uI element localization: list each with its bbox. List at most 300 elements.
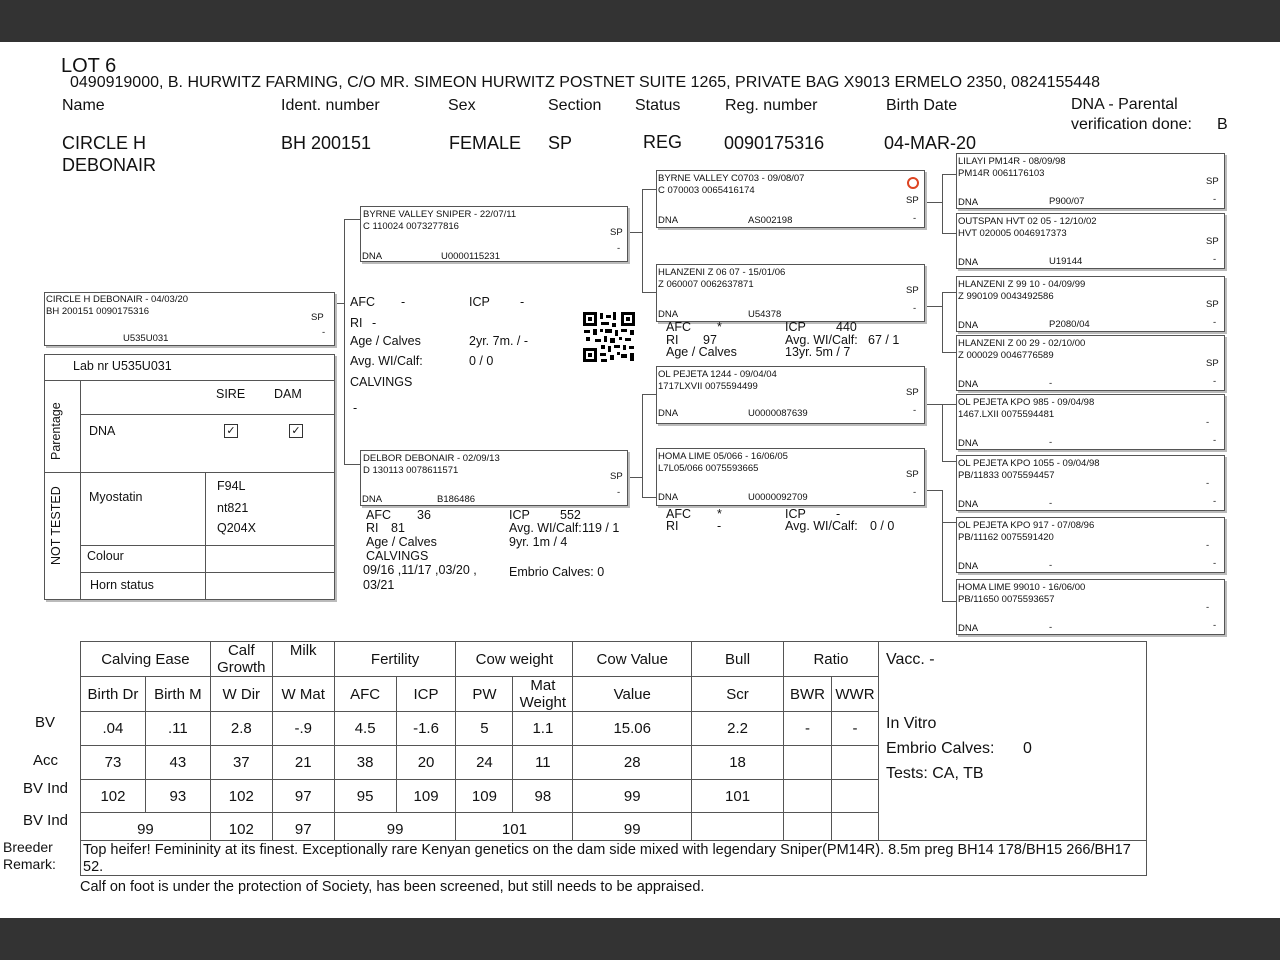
self-icp-label: ICP (469, 295, 490, 309)
gp-id: L7L05/066 0075593665 (658, 463, 759, 474)
lot-document (0, 42, 1280, 918)
grandparent-box (656, 448, 925, 506)
ggp-dna-label: DNA (958, 561, 979, 572)
gd1-afc-label: AFC (666, 320, 691, 334)
animal-name-line1: CIRCLE H (62, 133, 147, 153)
ggp-dna-label: DNA (958, 320, 979, 331)
gd2-afc-value: * (717, 507, 722, 521)
self-sp: SP (311, 312, 324, 323)
sub-header: BWR (783, 677, 831, 712)
self-ri-value: - (372, 316, 377, 330)
self-dash: - (322, 327, 326, 338)
ggp-dash: - (1213, 254, 1217, 265)
gd2-icp-value: - (836, 507, 841, 521)
connector (942, 352, 956, 353)
gp-title: HOMA LIME 05/066 - 16/06/05 (658, 451, 788, 462)
dam-icp-value: 552 (560, 508, 581, 522)
gp-sp: SP (906, 285, 919, 296)
row-label: BV (35, 714, 56, 731)
dam-box (360, 450, 628, 506)
self-code: U535U031 (123, 333, 169, 344)
dam-ri-value: 81 (391, 521, 405, 535)
gd1-ri-label: RI (666, 333, 679, 347)
gd1-icp-value: 440 (836, 320, 857, 334)
gp-sp: SP (906, 469, 919, 480)
group-header: Ratio (783, 642, 878, 677)
divider (45, 472, 334, 473)
group-header: Cow weight (456, 642, 573, 677)
ggp-id: PB/11650 0075593657 (958, 594, 1055, 605)
great-grandparent-box (956, 579, 1225, 635)
divider (80, 380, 81, 600)
connector (344, 219, 345, 465)
ggp-dna-label: DNA (958, 379, 979, 390)
ggp-title: OUTSPAN HVT 02 05 - 12/10/02 (958, 216, 1097, 227)
gd1-ri-value: 97 (703, 333, 717, 347)
connector (942, 292, 943, 353)
myostatin-value: F94L (217, 479, 246, 493)
bottom-dark-bar (0, 918, 1280, 960)
ggp-dna-label: DNA (958, 499, 979, 510)
acc-cell: 20 (396, 746, 456, 780)
dna-verif-label-2: verification done: (1071, 116, 1192, 133)
ggp-id: Z 000029 0046776589 (958, 350, 1054, 361)
bv-index-group-cell: 99 (81, 813, 211, 846)
acc-cell: 18 (692, 746, 784, 780)
ggp-dna-label: DNA (958, 623, 979, 634)
footer-note: Calf on foot is under the protection of Society, has been screened, but still needs to be appraised. (80, 879, 705, 895)
dam-calvings-label: CALVINGS (366, 549, 429, 563)
grandparent-box (656, 366, 925, 424)
bv-index-cell: 98 (513, 780, 573, 813)
vaccination-box (878, 641, 1147, 841)
gd2-afc-label: AFC (666, 507, 691, 521)
dam-afc-value: 36 (417, 508, 431, 522)
gd1-age-label: Age / Calves (666, 345, 737, 359)
status-label: Status (635, 97, 681, 114)
dam-icp-label: ICP (509, 508, 530, 522)
connector (942, 174, 943, 234)
group-header: Calving Ease (81, 642, 211, 677)
dam-calvings-value: 09/16 ,11/17 ,03/20 , (363, 563, 477, 577)
bv-cell: 5 (456, 712, 513, 746)
sub-header: WWR (831, 677, 878, 712)
dam-dash: - (617, 487, 621, 498)
grandparent-box (656, 170, 925, 228)
gp-sp: SP (906, 387, 919, 398)
gd1-avg-value: 67 / 1 (868, 333, 900, 347)
gp-id: C 070003 0065416174 (658, 185, 755, 196)
animal-reg: 0090175316 (724, 133, 825, 153)
ggp-sp: - (1206, 478, 1210, 489)
gd2-avg-value: 0 / 0 (870, 519, 895, 533)
gd2-ri-value: - (717, 519, 722, 533)
connector (925, 306, 943, 307)
gd2-icp-label: ICP (785, 507, 806, 521)
gd1-avg-label: Avg. WI/Calf: (785, 333, 858, 347)
qr-code (583, 312, 635, 362)
great-grandparent-box (956, 276, 1225, 332)
dam-age-label: Age / Calves (366, 535, 437, 549)
dam-title: DELBOR DEBONAIR - 02/09/13 (363, 453, 500, 464)
bv-cell: -.9 (272, 712, 334, 746)
dna-verif-value: B (1217, 116, 1228, 133)
great-grandparent-box (956, 213, 1225, 269)
ggp-dash: - (1213, 435, 1217, 446)
ggp-sp: SP (1206, 236, 1219, 247)
dam-column-label: DAM (274, 387, 302, 401)
gd2-ri-label: RI (666, 519, 679, 533)
great-grandparent-box (956, 335, 1225, 391)
ggp-dash: - (1213, 496, 1217, 507)
ggp-dna-label: DNA (958, 438, 979, 449)
ggp-sp: SP (1206, 176, 1219, 187)
ggp-dash: - (1213, 376, 1217, 387)
ggp-sp: SP (1206, 358, 1219, 369)
acc-cell: 43 (145, 746, 210, 780)
ggp-dna: - (1049, 560, 1053, 571)
embrio-value: 0 (1023, 740, 1032, 757)
row-label: BV Ind (23, 780, 69, 797)
sub-header: W Mat (272, 677, 334, 712)
ggp-sp: - (1206, 540, 1210, 551)
ggp-id: PB/11833 0075594457 (958, 470, 1055, 481)
self-avg-value: 0 / 0 (469, 354, 494, 368)
gp-title: HLANZENI Z 06 07 - 15/01/06 (658, 267, 786, 278)
group-header: Milk (272, 642, 334, 677)
group-header: Calf Growth (210, 642, 272, 677)
self-age-value: 2yr. 7m. / - (469, 334, 529, 348)
great-grandparent-box (956, 394, 1225, 450)
ggp-dna: - (1049, 498, 1053, 509)
self-ri-label: RI (350, 316, 363, 330)
sire-column-label: SIRE (216, 387, 246, 401)
animal-ident: BH 200151 (281, 133, 372, 153)
acc-cell: 21 (272, 746, 334, 780)
self-calvings-value: - (353, 401, 358, 415)
ggp-dash: - (1213, 317, 1217, 328)
gp-dna-label: DNA (658, 215, 679, 226)
connector (642, 394, 643, 498)
ggp-title: OL PEJETA KPO 985 - 09/04/98 (958, 397, 1095, 408)
bv-index-group-cell: 102 (210, 813, 272, 846)
gp-title: BYRNE VALLEY C0703 - 09/08/07 (658, 173, 805, 184)
dam-afc-label: AFC (366, 508, 391, 522)
acc-cell: 73 (81, 746, 146, 780)
ggp-dash: - (1213, 194, 1217, 205)
bv-cell: 2.8 (210, 712, 272, 746)
parentage-label: Parentage (49, 402, 63, 460)
gp-id: Z 060007 0062637871 (658, 279, 754, 290)
ggp-title: HLANZENI Z 00 29 - 02/10/00 (958, 338, 1086, 349)
bv-index-cell: 99 (573, 780, 692, 813)
sire-dna-checkbox: ✓ (224, 424, 238, 438)
ggp-title: OL PEJETA KPO 1055 - 09/04/98 (958, 458, 1100, 469)
not-tested-label: NOT TESTED (49, 486, 63, 565)
gd1-icp-label: ICP (785, 320, 806, 334)
connector (942, 461, 956, 462)
ggp-dna: - (1049, 437, 1053, 448)
myostatin-label: Myostatin (89, 490, 143, 504)
connector (942, 174, 956, 175)
connector (344, 219, 360, 220)
gp-dna: U0000092709 (748, 492, 808, 503)
dna-row-label: DNA (89, 424, 116, 438)
gp-dna-label: DNA (658, 309, 679, 320)
sire-dash: - (617, 243, 621, 254)
connector (642, 497, 656, 498)
dam-dna-label: DNA (362, 494, 383, 505)
row-label: BV Ind (23, 812, 69, 829)
ggp-dna: - (1049, 622, 1053, 633)
gp-dash: - (913, 213, 917, 224)
bv-cell: 2.2 (692, 712, 784, 746)
acc-cell: 11 (513, 746, 573, 780)
connector (925, 404, 943, 405)
connector (942, 601, 956, 602)
self-afc-label: AFC (350, 295, 375, 309)
ggp-dna: P900/07 (1049, 196, 1085, 207)
dam-ri-label: RI (366, 521, 379, 535)
sire-sp: SP (610, 227, 623, 238)
acc-cell: 38 (334, 746, 396, 780)
connector (344, 464, 360, 465)
bv-index-cell (831, 780, 878, 813)
dam-dna: B186486 (437, 494, 476, 505)
bv-index-group-cell: 101 (456, 813, 573, 846)
connector (925, 490, 943, 491)
connector (642, 189, 643, 293)
ggp-title: OL PEJETA KPO 917 - 07/08/96 (958, 520, 1095, 531)
remark-label: Breeder (3, 839, 53, 855)
bv-index-cell: 109 (456, 780, 513, 813)
gp-dash: - (913, 405, 917, 416)
bv-cell: - (831, 712, 878, 746)
ident-label: Ident. number (281, 97, 380, 114)
divider (45, 380, 334, 381)
animal-section: SP (548, 133, 573, 153)
grandparent-box (656, 264, 925, 322)
sire-title: BYRNE VALLEY SNIPER - 22/07/11 (363, 209, 517, 220)
gp-title: OL PEJETA 1244 - 09/04/04 (658, 369, 777, 380)
gd2-avg-label: Avg. WI/Calf: (785, 519, 858, 533)
bv-index-cell: 109 (396, 780, 456, 813)
dam-sp: SP (610, 471, 623, 482)
acc-cell: 37 (210, 746, 272, 780)
bv-cell: - (783, 712, 831, 746)
horn-status-label: Horn status (90, 578, 154, 592)
ggp-title: HLANZENI Z 99 10 - 04/09/99 (958, 279, 1086, 290)
bv-index-cell: 102 (210, 780, 272, 813)
reg-label: Reg. number (725, 97, 818, 114)
ggp-dash: - (1213, 558, 1217, 569)
animal-sex: FEMALE (449, 133, 522, 153)
dam-avg-label: Avg. WI/Calf: (509, 521, 582, 535)
logo-icon (907, 177, 919, 189)
ggp-sp: - (1206, 602, 1210, 613)
animal-name-line2: DEBONAIR (62, 155, 157, 175)
dna-verif-label-1: DNA - Parental (1071, 96, 1178, 113)
connector (628, 232, 643, 233)
bv-index-cell: 101 (692, 780, 784, 813)
gp-dna: U54378 (748, 309, 782, 320)
ggp-dash: - (1213, 620, 1217, 631)
self-pedigree-box (44, 292, 335, 346)
bv-index-cell: 93 (145, 780, 210, 813)
divider (80, 572, 334, 573)
remark-box (80, 840, 1147, 876)
sub-header: Birth Dr (81, 677, 146, 712)
dam-embrio-calves: Embrio Calves: 0 (509, 565, 605, 579)
ggp-id: PB/11162 0075591420 (958, 532, 1054, 543)
lab-box (44, 354, 335, 600)
bv-cell: 1.1 (513, 712, 573, 746)
connector (642, 394, 656, 395)
self-id: BH 200151 0090175316 (46, 306, 150, 317)
gd1-age-value: 13yr. 5m / 7 (785, 345, 851, 359)
sub-header: W Dir (210, 677, 272, 712)
gp-dash: - (913, 303, 917, 314)
bv-index-group-cell: 97 (272, 813, 334, 846)
gp-dna: U0000087639 (748, 408, 808, 419)
sex-label: Sex (448, 97, 476, 114)
ggp-dna: U19144 (1049, 256, 1083, 267)
acc-cell: 28 (573, 746, 692, 780)
ggp-dna: - (1049, 378, 1053, 389)
sub-header: Mat Weight (513, 677, 573, 712)
connector (942, 490, 943, 602)
connector (942, 404, 956, 405)
ggp-id: 1467.LXII 0075594481 (958, 409, 1055, 420)
bv-index-cell: 97 (272, 780, 334, 813)
sub-header: PW (456, 677, 513, 712)
acc-cell (831, 746, 878, 780)
bv-cell: .04 (81, 712, 146, 746)
colour-label: Colour (87, 549, 124, 563)
animal-status: REG (643, 132, 683, 152)
dam-age-value: 9yr. 1m / 4 (509, 535, 568, 549)
ggp-dna-label: DNA (958, 197, 979, 208)
gp-dna-label: DNA (658, 408, 679, 419)
dam-calvings-value: 03/21 (363, 578, 395, 592)
connector (642, 189, 656, 190)
connector (925, 202, 943, 203)
divider (205, 472, 206, 600)
ggp-title: HOMA LIME 99010 - 16/06/00 (958, 582, 1086, 593)
connector (628, 477, 643, 478)
animal-birth: 04-MAR-20 (884, 133, 977, 153)
ggp-id: HVT 020005 0046917373 (958, 228, 1067, 239)
dam-dna-checkbox: ✓ (289, 424, 303, 438)
divider (80, 414, 334, 415)
sire-dna-label: DNA (362, 251, 383, 262)
lot-number: LOT 6 (61, 55, 117, 77)
sire-box (360, 206, 628, 262)
sub-header: ICP (396, 677, 456, 712)
sire-id: C 110024 0073277816 (363, 221, 459, 232)
gd1-afc-value: * (717, 320, 722, 334)
acc-cell: 24 (456, 746, 513, 780)
sub-header: Scr (692, 677, 784, 712)
bv-cell: -1.6 (396, 712, 456, 746)
gp-dna-label: DNA (658, 492, 679, 503)
gp-dash: - (913, 487, 917, 498)
acc-cell (783, 746, 831, 780)
great-grandparent-box (956, 517, 1225, 573)
top-dark-bar (0, 0, 1280, 42)
bv-cell: 4.5 (334, 712, 396, 746)
myostatin-value: nt821 (217, 501, 249, 515)
in-vitro-text: In Vitro (886, 715, 937, 732)
sire-dna: U0000115231 (441, 251, 500, 262)
ggp-sp: SP (1206, 299, 1219, 310)
ggp-dna: P2080/04 (1049, 319, 1090, 330)
bv-cell: 15.06 (573, 712, 692, 746)
group-header: Bull (692, 642, 784, 677)
ggp-dna-label: DNA (958, 257, 979, 268)
bv-index-cell (783, 780, 831, 813)
self-afc-value: - (401, 295, 406, 309)
sub-header: Birth M (145, 677, 210, 712)
self-avg-label: Avg. WI/Calf: (350, 354, 423, 368)
sub-header: AFC (334, 677, 396, 712)
bv-index-group-cell: 99 (334, 813, 456, 846)
connector (942, 233, 956, 234)
birth-label: Birth Date (886, 97, 958, 114)
connector (942, 404, 943, 462)
ggp-title: LILAYI PM14R - 08/09/98 (958, 156, 1066, 167)
group-header: Fertility (334, 642, 456, 677)
group-header: Cow Value (573, 642, 692, 677)
divider (80, 545, 334, 546)
vacc-text: Vacc. - (886, 651, 935, 668)
myostatin-value: Q204X (217, 521, 256, 535)
ggp-sp: - (1206, 417, 1210, 428)
bv-index-cell: 95 (334, 780, 396, 813)
connector (942, 522, 956, 523)
breeding-values-table (80, 641, 879, 846)
dam-avg-value: 119 / 1 (582, 521, 620, 535)
dam-id: D 130113 0078611571 (363, 465, 459, 476)
self-calvings-label: CALVINGS (350, 375, 413, 389)
name-label: Name (62, 97, 105, 114)
section-label: Section (548, 97, 602, 114)
remark-label: Remark: (3, 856, 56, 872)
bv-cell: .11 (145, 712, 210, 746)
owner-line: 0490919000, B. HURWITZ FARMING, C/O MR. SIMEON HURWITZ POSTNET SUITE 1265, PRIVATE BAG X9013 ERMELO 2350, 0824155448 (70, 74, 1100, 91)
great-grandparent-box (956, 455, 1225, 511)
embrio-label: Embrio Calves: (886, 740, 995, 757)
gp-sp: SP (906, 195, 919, 206)
self-age-label: Age / Calves (350, 334, 421, 348)
self-icp-value: - (520, 295, 525, 309)
gp-id: 1717LXVII 0075594499 (658, 381, 758, 392)
bv-index-group-cell: 99 (573, 813, 692, 846)
self-title: CIRCLE H DEBONAIR - 04/03/20 (46, 294, 189, 305)
ggp-id: PM14R 0061176103 (958, 168, 1045, 179)
gp-dna: AS002198 (748, 215, 793, 226)
connector (942, 292, 956, 293)
bv-index-cell: 102 (81, 780, 146, 813)
lab-number: Lab nr U535U031 (73, 359, 172, 373)
remark-text: Top heifer! Femininity at its finest. Exceptionally rare Kenyan genetics on the dam side mixed with legendary Sniper(PM14R). 8.5m preg BH14 178/BH15 266/BH17 52. (83, 842, 1131, 875)
row-label: Acc (33, 752, 59, 769)
tests-text: Tests: CA, TB (886, 765, 984, 782)
connector (642, 292, 656, 293)
sub-header: Value (573, 677, 692, 712)
ggp-id: Z 990109 0043492586 (958, 291, 1054, 302)
great-grandparent-box (956, 153, 1225, 209)
